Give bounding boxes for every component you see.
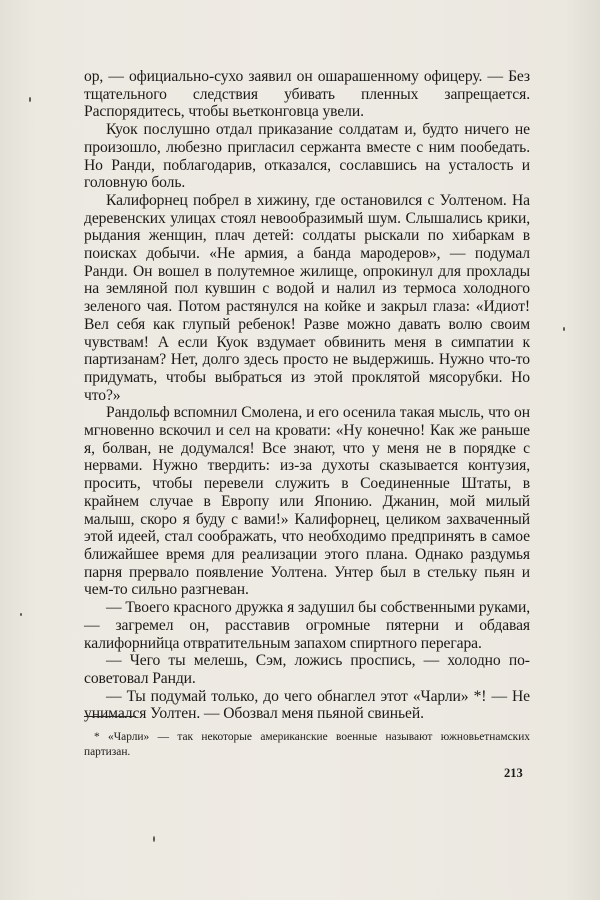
paragraph-7: — Ты подумай только, до чего обнаглел этот «Чарли» *! — Не унимался Уолтен. — Обозвал меня пьяной свиньей. — [84, 687, 530, 723]
paragraph-5: — Твоего красного дружка я задушил бы собственными руками, — загремел он, расставив огромные пятерни и обдавая калифорнийца отвратительным запахом спиртного перегара. — [84, 599, 530, 652]
print-speck — [29, 97, 31, 102]
page-number: 213 — [504, 766, 523, 780]
paragraph-6: — Чего ты мелешь, Сэм, ложись проспись, — холодно посоветовал Ранди. — [84, 652, 530, 687]
footnote-divider — [84, 716, 136, 717]
paragraph-1: ор, — официально-сухо заявил он ошарашенному офицеру. — Без тщательного следствия убивать пленных запрещается. Распорядитесь, чтобы вьетконговца увели. — [84, 68, 530, 121]
paragraph-2: Куок послушно отдал приказание солдатам и, будто ничего не произошло, любезно пригласил сержанта вместе с ним пообедать. Но Ранди, поблагодарив, отказался, сославшись на усталость и головную боль. — [84, 121, 530, 192]
main-text — [84, 68, 530, 723]
footnote: * «Чарли» — так некоторые американские военные называют южновьетнамских партизан. — [84, 731, 530, 758]
paragraph-4: Рандольф вспомнил Смолена, и его осенила такая мысль, что он мгновенно вскочил и сел на кровати: «Ну конечно! Как же раньше я, болван, не додумался! Все знают, что у меня не в порядке с нервами. Нужно твердить: из-за духоты сказывается контузия, просить, чтобы перевели служить в Соединенные Штаты, в крайнем случае в Европу или Японию. Джанин, мой милый малыш, скоро я буду с вами!» Калифорнец, целиком захваченный этой идеей, стал соображать, что необходимо предпринять в самое ближайшее время для реализации этого плана. Однако раздумья парня прервало появление Уолтена. Унтер был в стельку пьян и чем-то сильно разгневан. — [84, 404, 530, 599]
print-speck — [20, 613, 22, 616]
print-speck — [563, 327, 565, 331]
paragraph-3: Калифорнец побрел в хижину, где остановился с Уолтеном. На деревенских улицах стоял невообразимый шум. Слышались крики, рыдания женщин, плач детей: солдаты рыскали по хибаркам в поисках добычи. «Не армия, а банда мародеров», — подумал Ранди. Он вошел в полутемное жилище, опрокинул для прохлады на земляной пол кувшин с водой и налил из термоса холодного зеленого чая. Потом растянулся на койке и закрыл глаза: «Идиот! Вел себя как глупый ребенок! Разве можно давать волю своим чувствам! А если Куок вздумает обвинить меня в симпатии к партизанам? Нет, долго здесь просто не выдержишь. Нужно что-то придумать, чтобы выбраться из этой проклятой мясорубки. Но что?» — [84, 191, 530, 404]
print-speck — [153, 836, 155, 842]
